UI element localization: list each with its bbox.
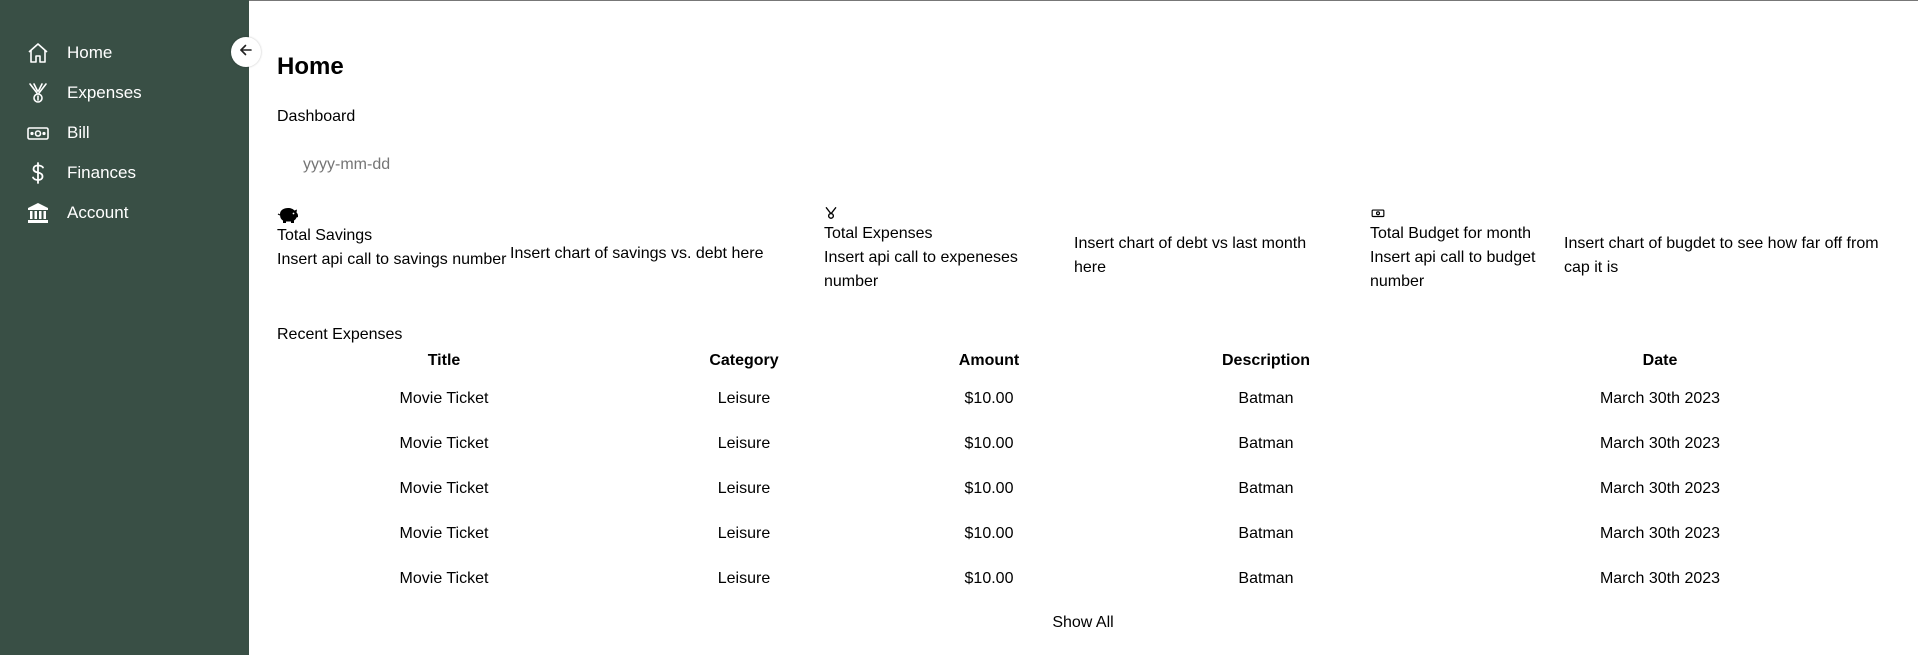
show-all-button[interactable]: Show All — [1052, 614, 1114, 631]
card-title: Total Budget for month — [1370, 225, 1531, 242]
cell-date: March 30th 2023 — [1599, 569, 1721, 587]
budget-card — [1370, 204, 1550, 294]
cell-category: Leisure — [717, 434, 771, 452]
sidebar-item-account[interactable] — [0, 193, 249, 233]
bank-icon — [26, 201, 50, 225]
cell-title: Movie Ticket — [399, 524, 489, 542]
expenses-icon — [824, 204, 1044, 220]
cell-title: Movie Ticket — [399, 569, 489, 587]
main-content — [277, 0, 1897, 655]
table-header-row — [277, 346, 1889, 376]
sidebar-item-home[interactable] — [0, 33, 249, 73]
cell-amount: $10.00 — [964, 479, 1014, 497]
bill-icon — [26, 121, 50, 145]
cell-date: March 30th 2023 — [1599, 434, 1721, 452]
card-title: Total Savings — [277, 227, 373, 244]
cell-description: Batman — [1238, 434, 1294, 452]
cell-category: Leisure — [717, 569, 771, 587]
cell-amount: $10.00 — [964, 434, 1014, 452]
recent-expenses-table — [277, 346, 1889, 601]
cell-title: Movie Ticket — [399, 434, 489, 452]
expenses-card — [824, 204, 1044, 294]
recent-expenses-label: Recent Expenses — [277, 326, 403, 343]
sidebar-item-label: Bill — [67, 123, 90, 142]
bill-icon — [1370, 204, 1550, 220]
card-value: Insert api call to budget number — [1370, 249, 1536, 290]
cell-date: March 30th 2023 — [1599, 524, 1721, 542]
column-header-title: Title — [427, 352, 461, 369]
cell-description: Batman — [1238, 389, 1294, 407]
sidebar-item-label: Home — [67, 43, 113, 62]
sidebar-item-finances[interactable] — [0, 153, 249, 193]
table-row — [277, 556, 1889, 601]
column-header-category: Category — [709, 352, 779, 369]
cell-title: Movie Ticket — [399, 389, 489, 407]
budget-chart-placeholder: Insert chart of bugdet to see how far off from cap it is — [1564, 235, 1879, 276]
column-header-date: Date — [1642, 352, 1678, 369]
sidebar-item-expenses[interactable] — [0, 73, 249, 113]
sidebar-item-label: Account — [67, 203, 129, 222]
date-input[interactable] — [303, 156, 503, 174]
table-row — [277, 376, 1889, 421]
cell-amount: $10.00 — [964, 569, 1014, 587]
sidebar-item-bill[interactable] — [0, 113, 249, 153]
cell-description: Batman — [1238, 569, 1294, 587]
arrow-left-icon — [238, 42, 254, 63]
cell-category: Leisure — [717, 524, 771, 542]
cell-date: March 30th 2023 — [1599, 389, 1721, 407]
sidebar-nav — [0, 33, 249, 233]
column-header-description: Description — [1221, 352, 1310, 369]
cell-description: Batman — [1238, 479, 1294, 497]
cell-category: Leisure — [717, 479, 771, 497]
expenses-chart-placeholder: Insert chart of debt vs last month here — [1074, 235, 1307, 276]
card-title: Total Expenses — [824, 225, 933, 242]
sidebar-item-label: Expenses — [67, 83, 142, 102]
page-title: Home — [277, 53, 344, 80]
card-value: Insert api call to expeneses number — [824, 249, 1018, 290]
table-row — [277, 421, 1889, 466]
cell-date: March 30th 2023 — [1599, 479, 1721, 497]
savings-chart-placeholder: Insert chart of savings vs. debt here — [510, 245, 764, 262]
column-header-amount: Amount — [958, 352, 1020, 369]
dollar-icon — [26, 161, 50, 185]
cell-amount: $10.00 — [964, 524, 1014, 542]
card-value: Insert api call to savings number — [277, 251, 507, 268]
breadcrumb: Dashboard — [277, 108, 356, 125]
savings-card — [277, 206, 509, 272]
sidebar-item-label: Finances — [67, 163, 136, 182]
table-row — [277, 466, 1889, 511]
home-icon — [26, 41, 50, 65]
expenses-icon — [26, 81, 50, 105]
sidebar-collapse-button[interactable] — [231, 37, 261, 67]
cell-title: Movie Ticket — [399, 479, 489, 497]
sidebar — [0, 0, 249, 655]
cell-description: Batman — [1238, 524, 1294, 542]
cell-category: Leisure — [717, 389, 771, 407]
table-row — [277, 511, 1889, 556]
piggy-bank-icon — [277, 206, 509, 222]
cell-amount: $10.00 — [964, 389, 1014, 407]
